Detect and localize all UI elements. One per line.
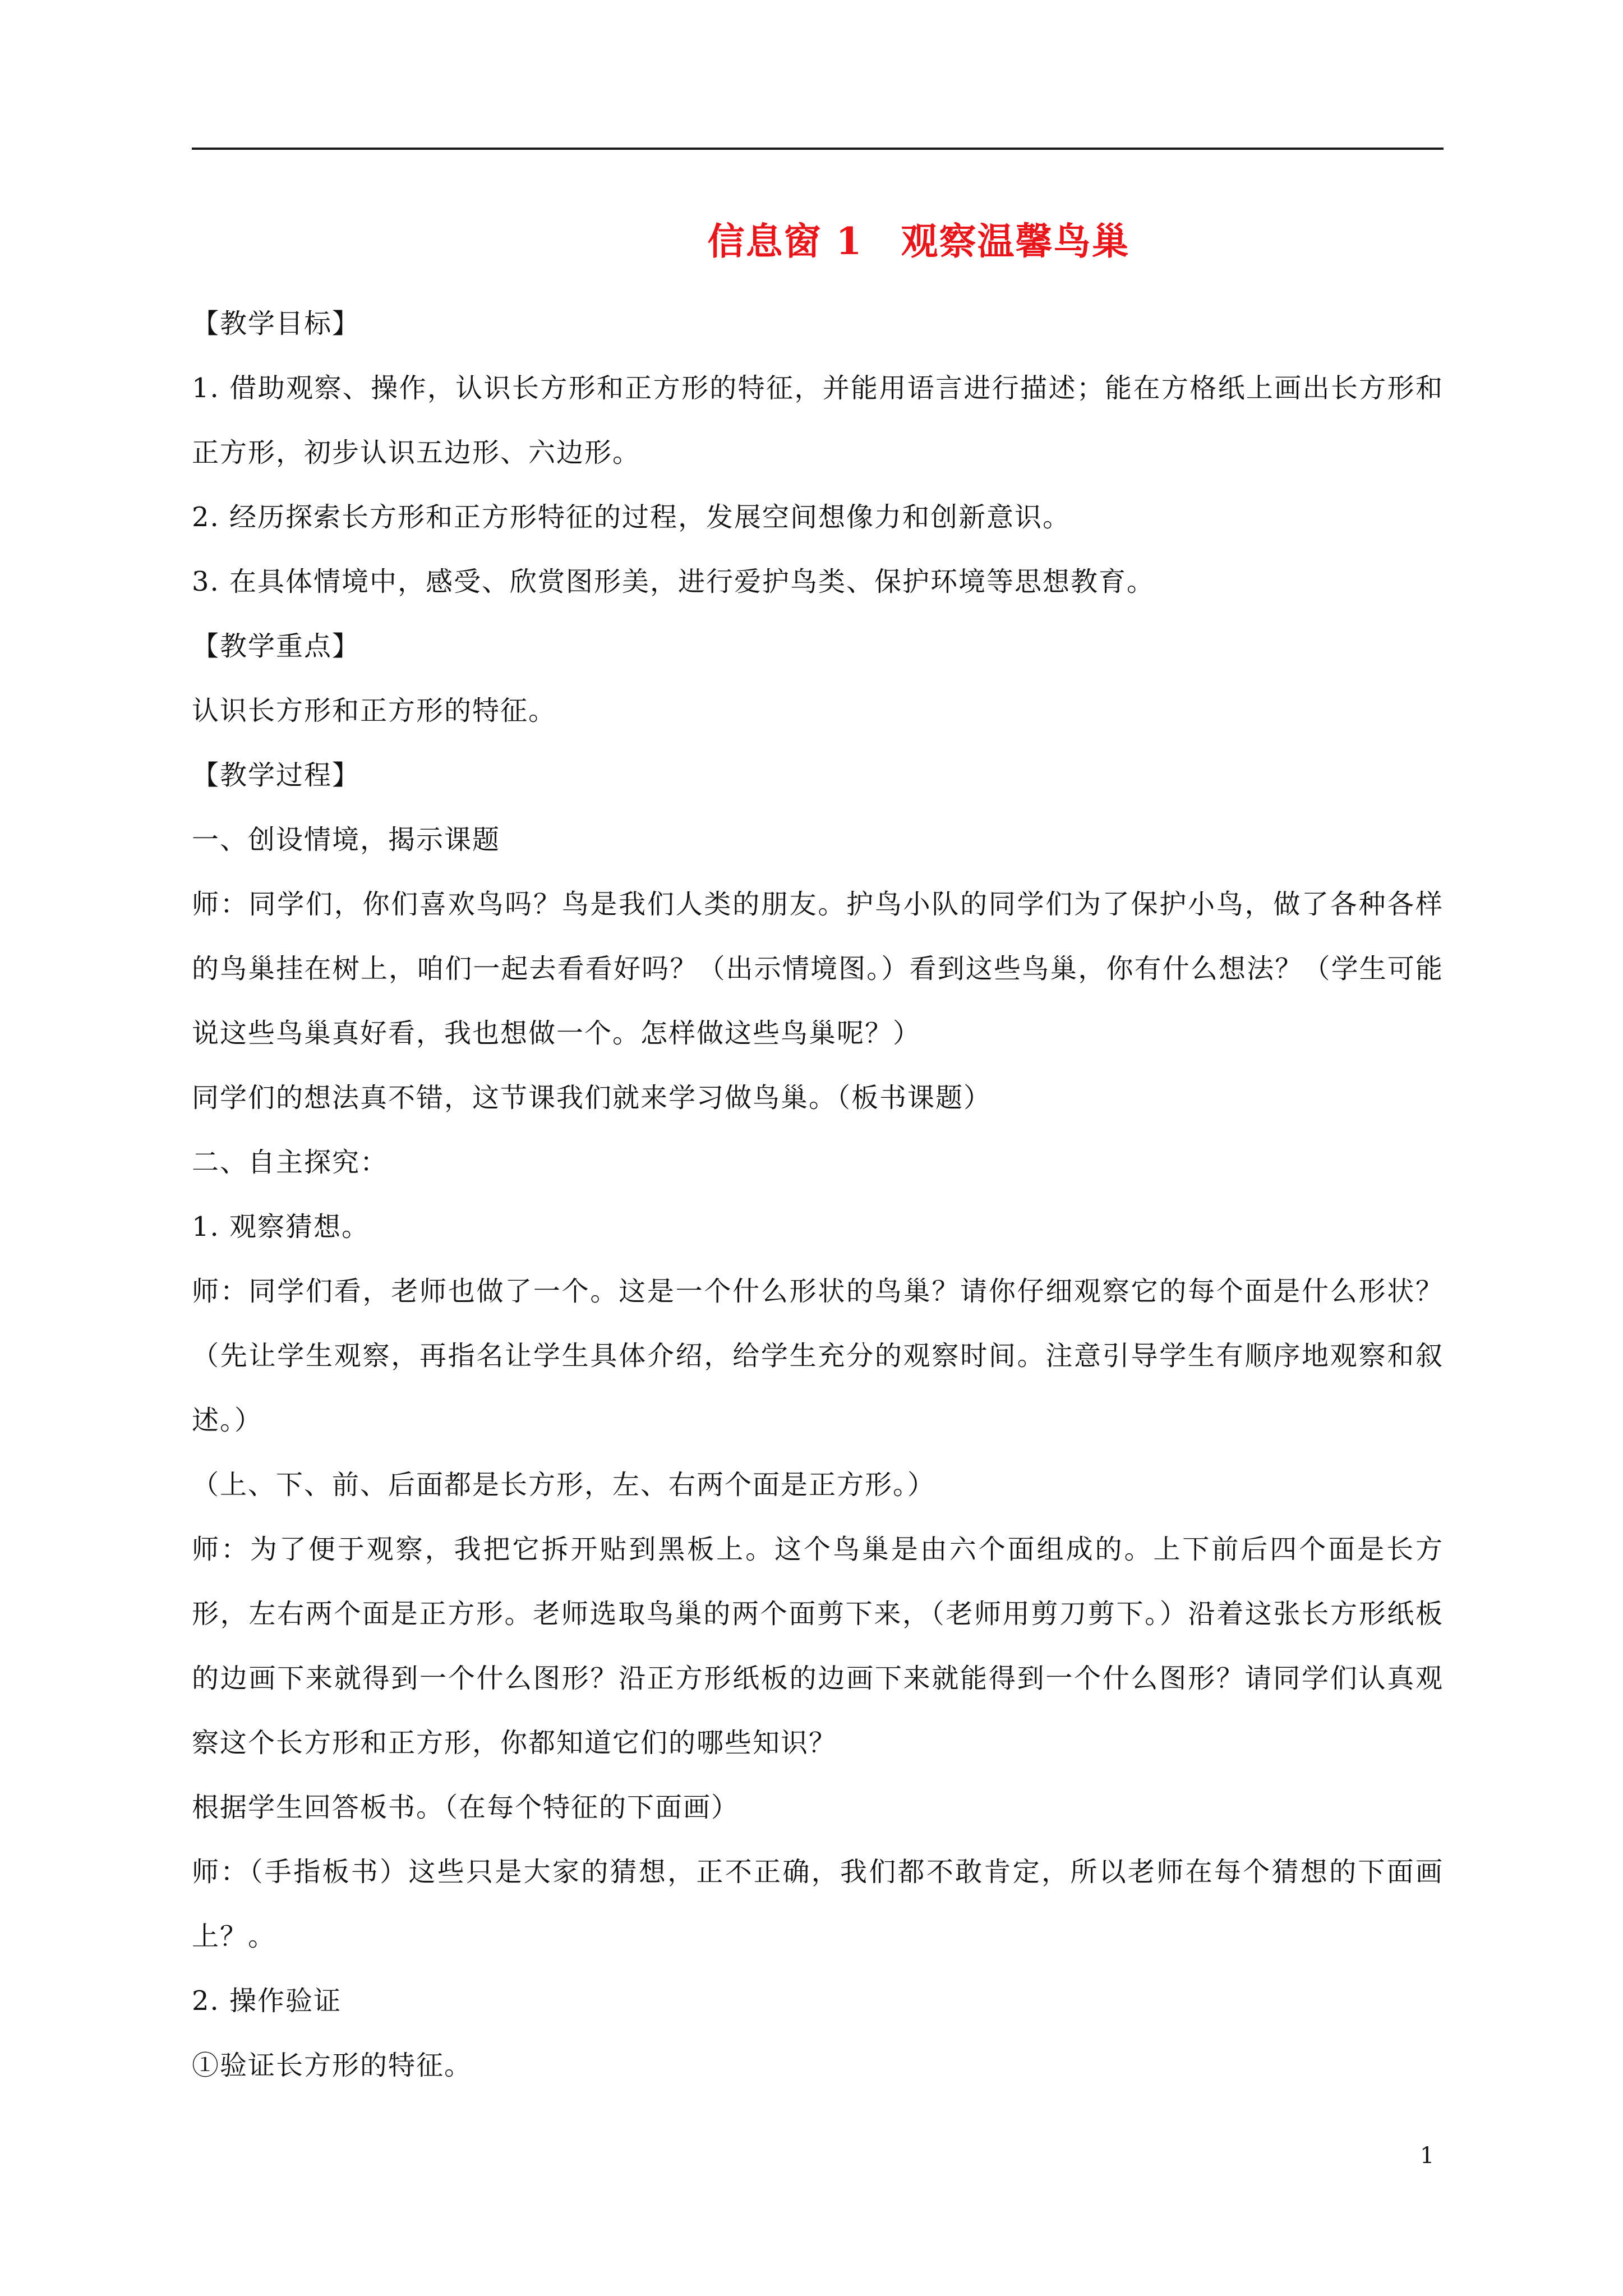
part-1-paragraph-1: 师：同学们，你们喜欢鸟吗？鸟是我们人类的朋友。护鸟小队的同学们为了保护小鸟，做了各种各样的鸟巢挂在树上，咱们一起去看看好吗？（出示情境图。）看到这些鸟巢，你有什么想法？（学生可能说这些鸟巢真好看，我也想做一个。怎样做这些鸟巢呢？） — [192, 889, 1444, 1049]
part-2-heading: 二、自主探究： — [192, 1147, 389, 1178]
step-1-paragraph-2: （上、下、前、后面都是长方形，左、右两个面是正方形。） — [192, 1469, 936, 1501]
process-heading: 【教学过程】 — [192, 760, 361, 791]
step-2-subheading: ①验证长方形的特征。 — [192, 2050, 473, 2081]
header-rule — [192, 148, 1444, 150]
key-point-text: 认识长方形和正方形的特征。 — [192, 695, 557, 726]
part-1-paragraph-2: 同学们的想法真不错，这节课我们就来学习做鸟巢。（板书课题） — [192, 1082, 992, 1114]
part-1-heading: 一、创设情境，揭示课题 — [192, 824, 501, 855]
step-1-paragraph-3: 师：为了便于观察，我把它拆开贴到黑板上。这个鸟巢是由六个面组成的。上下前后四个面是长方形，左右两个面是正方形。老师选取鸟巢的两个面剪下来，（老师用剪刀剪下。）沿着这张长方形纸板的边画下来就得到一个什么图形？沿正方形纸板的边画下来就能得到一个什么图形？请同学们认真观察这个长方形和正方形，你都知道它们的哪些知识？ — [192, 1534, 1444, 1759]
page-number: 1 — [1420, 2143, 1435, 2169]
objective-3: 3. 在具体情境中，感受、欣赏图形美，进行爱护鸟类、保护环境等思想教育。 — [192, 566, 1155, 597]
objective-2: 2. 经历探索长方形和正方形特征的过程，发展空间想像力和创新意识。 — [192, 501, 1071, 533]
step-2-heading: 2. 操作验证 — [192, 1985, 342, 2017]
step-1-paragraph-1: 师：同学们看，老师也做了一个。这是一个什么形状的鸟巢？请你仔细观察它的每个面是什么形状？（先让学生观察，再指名让学生具体介绍，给学生充分的观察时间。注意引导学生有顺序地观察和叙述。） — [192, 1276, 1444, 1436]
page-title: 信息窗 1 观察温馨鸟巢 — [707, 219, 1130, 263]
objective-1: 1. 借助观察、操作，认识长方形和正方形的特征，并能用语言进行描述；能在方格纸上画出长方形和正方形，初步认识五边形、六边形。 — [192, 372, 1444, 468]
key-point-heading: 【教学重点】 — [192, 631, 361, 662]
document-body — [192, 292, 1444, 2098]
step-1-heading: 1. 观察猜想。 — [192, 1211, 370, 1243]
step-1-paragraph-5: 师：（手指板书）这些只是大家的猜想，正不正确，我们都不敢肯定，所以老师在每个猜想的下面画上？。 — [192, 1856, 1444, 1952]
objectives-heading: 【教学目标】 — [192, 308, 361, 339]
step-1-paragraph-4: 根据学生回答板书。（在每个特征的下面画） — [192, 1792, 740, 1823]
